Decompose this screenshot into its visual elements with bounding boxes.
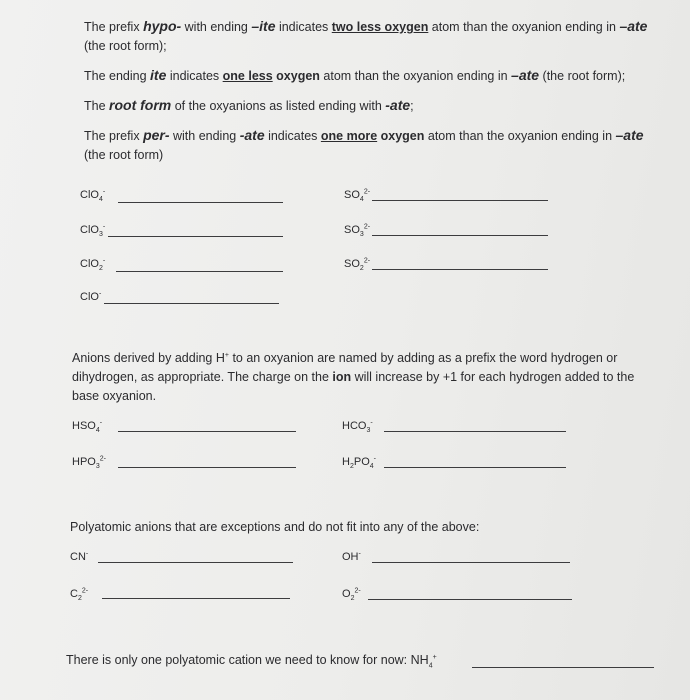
ite-ending: –ite <box>251 18 276 34</box>
per-rule-a: The prefix <box>84 129 144 143</box>
exceptions-heading: Polyatomic anions that are exceptions and do not fit into any of the above: <box>70 520 480 534</box>
formula-oh: OH- <box>342 550 361 563</box>
answer-blank-hco3[interactable] <box>384 431 566 432</box>
ite-rule-a: The ending <box>84 69 151 83</box>
formula-clo3: ClO$_3$- <box>80 223 106 239</box>
formula-hso4: $HSO_4^-$ <box>72 419 103 435</box>
hypo-rule-g: atom than the oxyanion ending in <box>428 20 620 34</box>
answer-blank-c2[interactable] <box>102 598 290 599</box>
answer-blank-clo2[interactable] <box>116 271 283 272</box>
formula-clo: ClO- <box>80 290 102 303</box>
ite-rule-c: indicates <box>166 69 223 83</box>
ite-rule-f: atom than the oxyanion ending in <box>319 69 512 83</box>
cation-line: There is only one polyatomic cation we need to know for now: $NH_4^+$ <box>66 653 437 670</box>
ite-rule <box>84 67 625 84</box>
ite-ate: –ate <box>511 67 540 83</box>
answer-blank-clo[interactable] <box>104 303 279 304</box>
formula-cn: CN- <box>70 550 89 563</box>
answer-blank-hso4[interactable] <box>118 431 296 432</box>
hypo-rule-e: indicates <box>275 20 332 34</box>
per-rule <box>84 127 644 144</box>
answer-blank-hpo3[interactable] <box>118 467 296 468</box>
hypo-prefix: hypo- <box>143 18 182 34</box>
formula-so4: $SO_4^{2-}$ <box>344 188 371 204</box>
per-rule-c: with ending <box>169 129 240 143</box>
hypo-rule-a: The prefix <box>84 20 144 34</box>
formula-so3: $SO_3^{2-}$ <box>344 223 371 239</box>
ite-rule-h: (the root form); <box>539 69 626 83</box>
root-rule-a: The <box>84 99 110 113</box>
root-rule-e: ; <box>410 99 414 113</box>
one-more: one more <box>320 129 378 143</box>
root-form: root form <box>109 97 172 113</box>
answer-blank-so2[interactable] <box>372 269 548 270</box>
formula-h2po4: $H_2PO_4^-$ <box>342 455 377 471</box>
hypo-rule-cont: (the root form); <box>84 39 167 53</box>
per-ate-2: –ate <box>615 127 644 143</box>
formula-so2: $SO_2^{2-}$ <box>344 257 371 273</box>
root-rule-c: of the oxyanions as listed ending with <box>171 99 386 113</box>
root-rule <box>84 97 414 114</box>
answer-blank-h2po4[interactable] <box>384 467 566 468</box>
formula-hpo3: $HPO_3^{2-}$ <box>72 455 106 471</box>
ate-ending: –ate <box>619 18 648 34</box>
formula-clo4: ClO$_4$- <box>80 188 106 204</box>
hydrogen-paragraph: Anions derived by adding H+ to an oxyanion are named by adding as a prefix the word hydrogen or dihydrogen, as appropriate. The charge on the ion will increase by +1 for each hydrogen added to the base oxyanion. <box>72 351 635 403</box>
per-rule-e: indicates <box>264 129 321 143</box>
per-oxygen: oxygen <box>377 129 425 143</box>
answer-blank-cn[interactable] <box>98 562 293 563</box>
root-ate: -ate <box>385 97 411 113</box>
per-ate: -ate <box>239 127 265 143</box>
formula-o2: $O_2^{2-}$ <box>342 587 361 603</box>
answer-blank-oh[interactable] <box>372 562 570 563</box>
formula-c2: $C_2^{2-}$ <box>70 587 89 603</box>
per-rule-h: atom than the oxyanion ending in <box>424 129 616 143</box>
ite-word: ite <box>150 67 167 83</box>
answer-blank-o2[interactable] <box>368 599 572 600</box>
answer-blank-so4[interactable] <box>372 200 548 201</box>
ite-oxygen: oxygen <box>272 69 320 83</box>
answer-blank-so3[interactable] <box>372 235 548 236</box>
ion-word: ion <box>332 370 352 384</box>
per-rule-cont: (the root form) <box>84 148 164 162</box>
two-less: two less oxygen <box>331 20 429 34</box>
one-less: one less <box>222 69 273 83</box>
answer-blank-clo3[interactable] <box>108 236 283 237</box>
per-prefix: per- <box>143 127 170 143</box>
answer-blank-clo4[interactable] <box>118 202 283 203</box>
formula-clo2: ClO$_2$- <box>80 257 106 273</box>
hypo-rule <box>84 18 647 35</box>
answer-blank-nh4[interactable] <box>472 667 654 668</box>
formula-hco3: $HCO_3^-$ <box>342 419 373 435</box>
hypo-rule-c: with ending <box>181 20 252 34</box>
